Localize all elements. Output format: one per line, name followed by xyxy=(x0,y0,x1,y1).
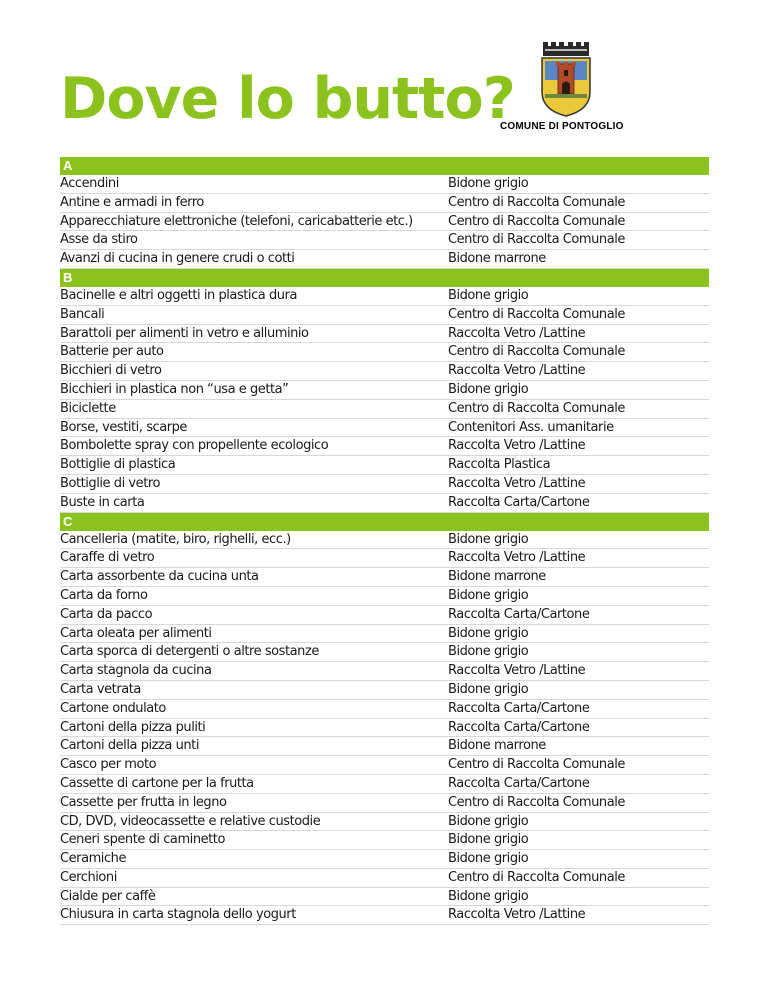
table-row xyxy=(60,456,709,475)
table-row xyxy=(60,643,709,662)
item-name: Carta assorbente da cucina unta xyxy=(60,569,259,585)
item-name: Barattoli per alimenti in vetro e alluminio xyxy=(60,325,309,341)
item-name: Carta vetrata xyxy=(60,681,141,697)
item-destination: Centro di Raccolta Comunale xyxy=(448,306,625,322)
item-destination: Bidone grigio xyxy=(448,531,529,547)
item-destination: Raccolta Vetro /Lattine xyxy=(448,363,586,379)
item-destination: Bidone grigio xyxy=(448,832,529,848)
item-name: Cancelleria (matite, biro, righelli, ecc.) xyxy=(60,531,291,547)
table-row xyxy=(60,381,709,400)
table-row xyxy=(60,587,709,606)
item-destination: Centro di Raccolta Comunale xyxy=(448,757,625,773)
item-destination: Contenitori Ass. umanitarie xyxy=(448,419,614,435)
item-name: Caraffe di vetro xyxy=(60,550,155,566)
item-name: Accendini xyxy=(60,176,119,191)
item-name: Bancali xyxy=(60,306,105,322)
item-destination: Bidone grigio xyxy=(448,587,529,603)
item-name: Apparecchiature elettroniche (telefoni, caricabatterie etc.) xyxy=(60,213,413,229)
item-name: Borse, vestiti, scarpe xyxy=(60,419,187,435)
table-row xyxy=(60,175,709,194)
item-name: Cassette per frutta in legno xyxy=(60,794,227,810)
item-name: Bottiglie di vetro xyxy=(60,475,160,491)
table-row xyxy=(60,494,709,513)
table-row xyxy=(60,850,709,869)
item-name: Carta da pacco xyxy=(60,606,153,622)
table-row xyxy=(60,400,709,419)
item-destination: Raccolta Vetro /Lattine xyxy=(448,907,586,923)
item-destination: Centro di Raccolta Comunale xyxy=(448,194,625,210)
table-row xyxy=(60,625,709,644)
table-row xyxy=(60,194,709,213)
item-destination: Raccolta Carta/Cartone xyxy=(448,719,590,735)
table-row xyxy=(60,287,709,306)
item-destination: Raccolta Carta/Cartone xyxy=(448,606,590,622)
table-row xyxy=(60,606,709,625)
item-destination: Raccolta Vetro /Lattine xyxy=(448,475,586,491)
table-row xyxy=(60,662,709,681)
item-name: Cartoni della pizza puliti xyxy=(60,719,206,735)
item-destination: Bidone grigio xyxy=(448,888,529,904)
item-name: Ceneri spente di caminetto xyxy=(60,832,225,848)
table-row xyxy=(60,475,709,494)
table-row xyxy=(60,737,709,756)
item-destination: Centro di Raccolta Comunale xyxy=(448,344,625,360)
table-row xyxy=(60,419,709,438)
item-destination: Bidone grigio xyxy=(448,176,529,191)
item-name: Buste in carta xyxy=(60,494,145,510)
table-row xyxy=(60,700,709,719)
item-name: Carta stagnola da cucina xyxy=(60,663,212,679)
item-name: Cassette di cartone per la frutta xyxy=(60,775,254,791)
item-destination: Raccolta Vetro /Lattine xyxy=(448,325,586,341)
item-destination: Bidone marrone xyxy=(448,569,546,585)
table-row xyxy=(60,362,709,381)
item-name: Ceramiche xyxy=(60,851,126,867)
table-row xyxy=(60,549,709,568)
table-row xyxy=(60,250,709,269)
table-row xyxy=(60,813,709,832)
item-destination: Raccolta Carta/Cartone xyxy=(448,775,590,791)
item-name: Bacinelle e altri oggetti in plastica dura xyxy=(60,287,297,303)
item-name: Carta oleata per alimenti xyxy=(60,625,212,641)
table-row xyxy=(60,437,709,456)
item-name: Bicchieri di vetro xyxy=(60,363,162,379)
item-destination: Centro di Raccolta Comunale xyxy=(448,794,625,810)
table-row xyxy=(60,681,709,700)
item-destination: Centro di Raccolta Comunale xyxy=(448,400,625,416)
item-name: Batterie per auto xyxy=(60,344,164,360)
item-destination: Bidone marrone xyxy=(448,251,546,267)
item-name: Cialde per caffè xyxy=(60,888,156,904)
item-name: Bottiglie di plastica xyxy=(60,457,176,473)
item-destination: Raccolta Carta/Cartone xyxy=(448,494,590,510)
table-row xyxy=(60,775,709,794)
item-destination: Raccolta Carta/Cartone xyxy=(448,700,590,716)
table-row xyxy=(60,325,709,344)
table-row xyxy=(60,794,709,813)
item-destination: Raccolta Vetro /Lattine xyxy=(448,663,586,679)
item-destination: Bidone grigio xyxy=(448,381,529,397)
table-row xyxy=(60,568,709,587)
item-name: Bicchieri in plastica non “usa e getta” xyxy=(60,381,289,397)
item-name: Cartone ondulato xyxy=(60,700,166,716)
table-row xyxy=(60,719,709,738)
item-destination: Bidone grigio xyxy=(448,851,529,867)
table-row xyxy=(60,306,709,325)
item-destination: Raccolta Vetro /Lattine xyxy=(448,550,586,566)
item-name: CD, DVD, videocassette e relative custodie xyxy=(60,813,321,829)
item-name: Carta da forno xyxy=(60,587,148,603)
item-name: Carta sporca di detergenti o altre sostanze xyxy=(60,644,319,660)
section-header-a: A xyxy=(60,157,709,175)
item-name: Casco per moto xyxy=(60,757,157,773)
table-row xyxy=(60,906,709,925)
item-destination: Bidone marrone xyxy=(448,738,546,754)
table-row xyxy=(60,231,709,250)
item-name: Avanzi di cucina in genere crudi o cotti xyxy=(60,251,295,267)
municipal-crest-icon xyxy=(536,40,596,118)
page-title: Dove lo butto? xyxy=(60,66,515,132)
item-destination: Bidone grigio xyxy=(448,644,529,660)
table-row xyxy=(60,869,709,888)
item-name: Bombolette spray con propellente ecologico xyxy=(60,438,329,454)
item-destination: Bidone grigio xyxy=(448,287,529,303)
item-destination: Bidone grigio xyxy=(448,681,529,697)
item-name: Antine e armadi in ferro xyxy=(60,194,204,210)
item-name: Cartoni della pizza unti xyxy=(60,738,199,754)
table-row xyxy=(60,831,709,850)
item-destination: Bidone grigio xyxy=(448,625,529,641)
disposal-table xyxy=(60,157,709,925)
item-name: Cerchioni xyxy=(60,869,117,885)
municipality-name: COMUNE DI PONTOGLIO xyxy=(500,121,624,132)
item-destination: Centro di Raccolta Comunale xyxy=(448,232,625,248)
item-destination: Centro di Raccolta Comunale xyxy=(448,213,625,229)
table-row xyxy=(60,888,709,907)
table-row xyxy=(60,531,709,550)
item-destination: Bidone grigio xyxy=(448,813,529,829)
section-header-c: C xyxy=(60,513,709,531)
item-name: Biciclette xyxy=(60,400,116,416)
item-name: Asse da stiro xyxy=(60,232,138,248)
item-destination: Raccolta Vetro /Lattine xyxy=(448,438,586,454)
section-header-b: B xyxy=(60,269,709,287)
item-destination: Centro di Raccolta Comunale xyxy=(448,869,625,885)
table-row xyxy=(60,756,709,775)
table-row xyxy=(60,213,709,232)
table-row xyxy=(60,343,709,362)
item-destination: Raccolta Plastica xyxy=(448,457,551,473)
item-name: Chiusura in carta stagnola dello yogurt xyxy=(60,907,296,923)
